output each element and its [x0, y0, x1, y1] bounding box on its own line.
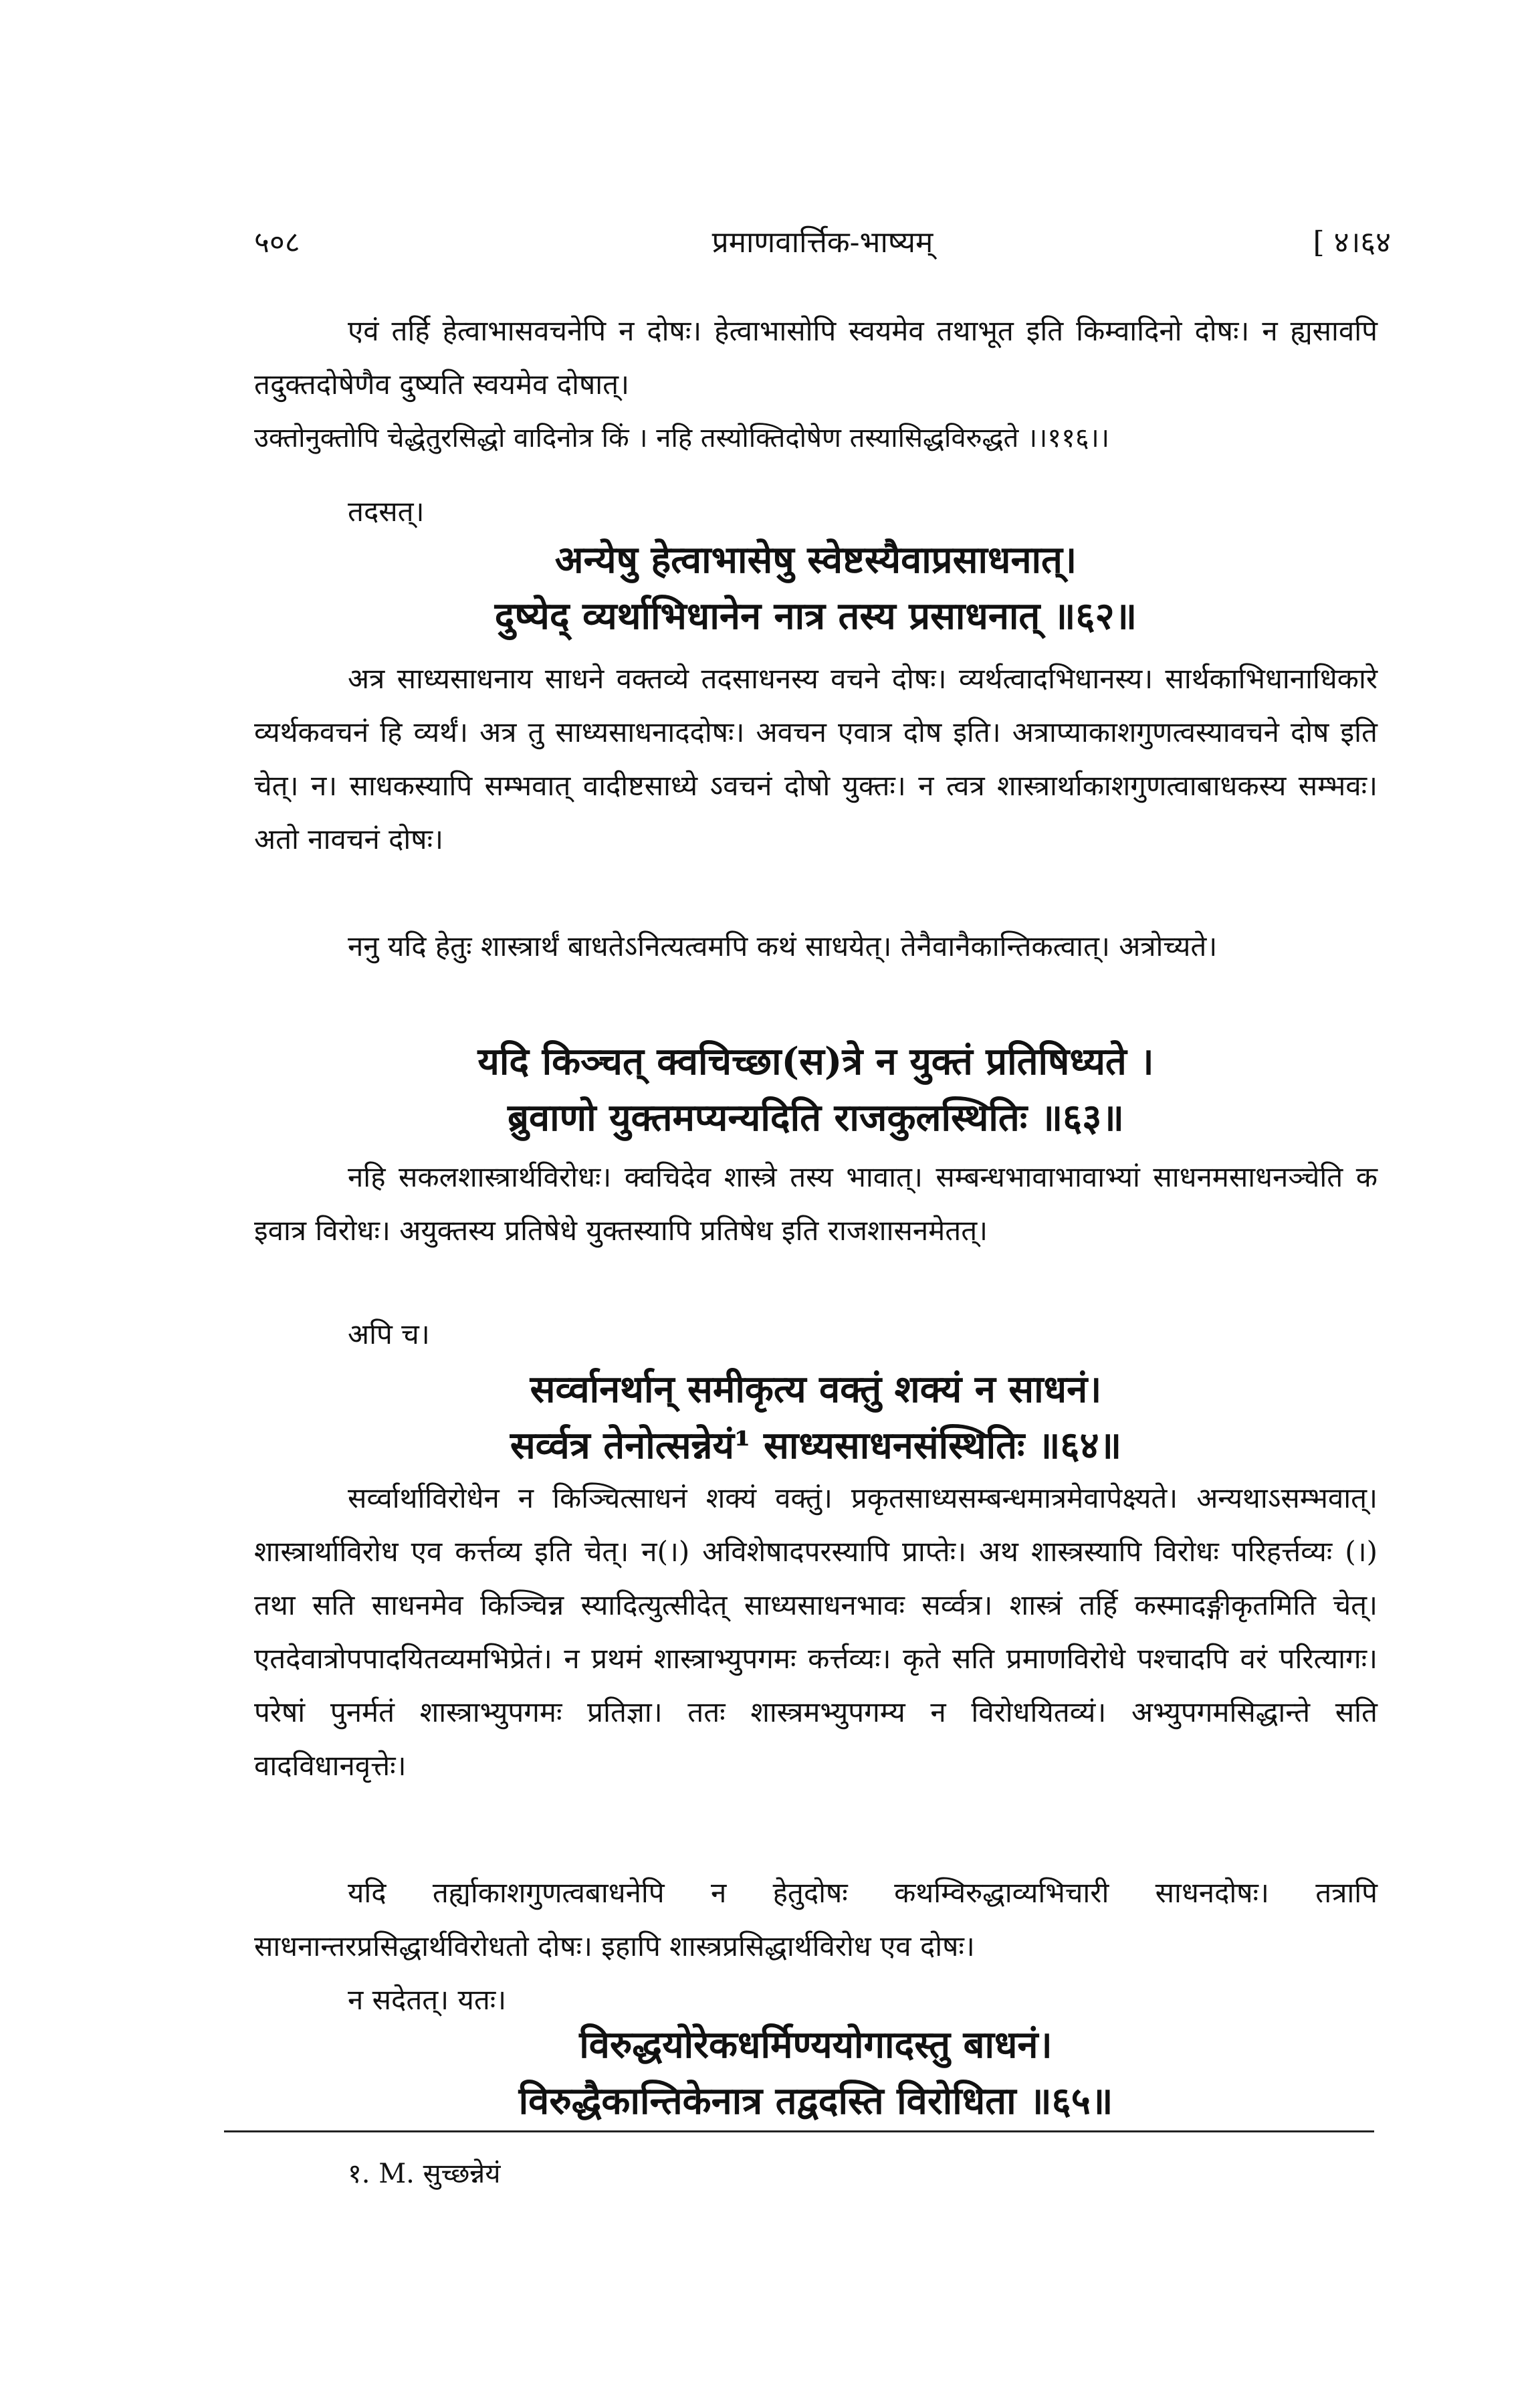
footnote: १. M. सुच्छन्नेयं [348, 2159, 501, 2189]
paragraph-4: ननु यदि हेतुः शास्त्रार्थं बाधतेऽनित्यत्वमपि कथं साधयेत्। तेनैवानैकान्तिकत्वात्। अत्रोच्यते। [348, 930, 1218, 963]
quoted-verse-116: उक्तोनुक्तोपि चेद्धेतुरसिद्धो वादिनोत्र किं । नहि तस्योक्तिदोषेण तस्यासिद्धविरुद्धते ।।११६।। [254, 423, 1109, 454]
verse-62 [254, 532, 1378, 644]
section-reference: [ ४।६४ [1313, 225, 1391, 260]
page-number: ५०८ [254, 225, 300, 260]
verse-64-line-1: सर्व्वानर्थान् समीकृत्य वक्तुं शक्यं न साधनं। [530, 1367, 1102, 1411]
running-title: प्रमाणवार्त्तिक-भाष्यम् [711, 225, 933, 260]
paragraph-8: यदि तर्ह्याकाशगुणत्वबाधनेपि न हेतुदोषः कथम्विरुद्धाव्यभिचारी साधनदोषः। तत्रापि साधनान्तरप्रसिद्धार्थविरोधतो दोषः। इहापि शास्त्रप्रसिद्धार्थविरोध एव दोषः। [254, 1876, 1378, 1963]
paragraph-5: नहि सकलशास्त्रार्थविरोधः। क्वचिदेव शास्त्रे तस्य भावात्। सम्बन्धभावाभावाभ्यां साधनमसाधनञ्चेति क इवात्र विरोधः। अयुक्तस्य प्रतिषेधे युक्तस्यापि प्रतिषेध इति राजशासनमेतत्। [254, 1161, 1378, 1247]
paragraph-9: न सदेतत्। यतः। [348, 1983, 507, 2016]
paragraph-2: तदसत्। [348, 495, 425, 528]
verse-65-line-2: विरुद्धैकान्तिकेनात्र तद्वदस्ति विरोधिता ॥६५॥ [518, 2079, 1113, 2123]
verse-65 [254, 2017, 1378, 2129]
paragraph-7: सर्व्वार्थाविरोधेन न किञ्चित्साधनं शक्यं वक्तुं। प्रकृतसाध्यसम्बन्धमात्रमेवापेक्ष्यते। अन्यथाऽसम्भवात्। शास्त्रार्थाविरोध एव कर्त्तव्य इति चेत्। न(।) अविशेषादपरस्यापि प्राप्तेः। अथ शास्त्रस्यापि विरोधः परिहर्त्तव्यः (।) तथा सति साधनमेव किञ्चिन्न स्यादित्युत्सीदेत् साध्यसाधनभावः सर्व्वत्र। शास्त्रं तर्हि कस्मादङ्गीकृतमिति चेत्। एतदेवात्रोपपादयितव्यमभिप्रेतं। न प्रथमं शास्त्राभ्युपगमः कर्त्तव्यः। कृते सति प्रमाणविरोधे पश्चादपि वरं परित्यागः। परेषां पुनर्मतं शास्त्राभ्युपगमः प्रतिज्ञा। ततः शास्त्रमभ्युपगम्य न विरोधयितव्यं। अभ्युपगमसिद्धान्ते सति वादविधानवृत्तेः। [254, 1482, 1378, 1782]
verse-63-line-2: ब्रुवाणो युक्तमप्यन्यदिति राजकुलस्थितिः ॥६३॥ [508, 1096, 1124, 1140]
verse-63 [254, 1033, 1378, 1146]
verse-65-line-1: विरुद्धयोरेकधर्मिण्ययोगादस्तु बाधनं। [579, 2023, 1053, 2067]
paragraph-1: एवं तर्हि हेत्वाभासवचनेपि न दोषः। हेत्वाभासोपि स्वयमेव तथाभूत इति किम्वादिनो दोषः। न ह्यसावपि तदुक्तदोषेणैव दुष्यति स्वयमेव दोषात्। [254, 314, 1378, 401]
verse-62-line-1: अन्येषु हेत्वाभासेषु स्वेष्टस्यैवाप्रसाधनात्। [554, 538, 1077, 582]
footnote-divider [224, 2130, 1374, 2132]
paragraph-3: अत्र साध्यसाधनाय साधने वक्तव्ये तदसाधनस्य वचने दोषः। व्यर्थत्वादभिधानस्य। सार्थकाभिधानाधिकारे व्यर्थकवचनं हि व्यर्थं। अत्र तु साध्यसाधनाददोषः। अवचन एवात्र दोष इति। अत्राप्याकाशगुणत्वस्यावचने दोष इति चेत्। न। साधकस्यापि सम्भवात् वादीष्टसाध्ये ऽवचनं दोषो युक्तः। न त्वत्र शास्त्रार्थाकाशगुणत्वाबाधकस्य सम्भवः। अतो नावचनं दोषः। [254, 662, 1378, 856]
paragraph-6: अपि च। [348, 1318, 430, 1350]
verse-64-line-2: सर्व्वत्र तेनोत्सन्नेयं¹ साध्यसाधनसंस्थितिः ॥६४॥ [510, 1423, 1122, 1468]
page-header [254, 221, 1391, 274]
verse-63-line-1: यदि किञ्चत् क्वचिच्छा(स)त्रे न युक्तं प्रतिषिध्यते । [477, 1039, 1154, 1084]
verse-62-line-2: दुष्येद् व्यर्थाभिधानेन नात्र तस्य प्रसाधनात् ॥६२॥ [494, 594, 1137, 638]
verse-64 [254, 1361, 1378, 1474]
